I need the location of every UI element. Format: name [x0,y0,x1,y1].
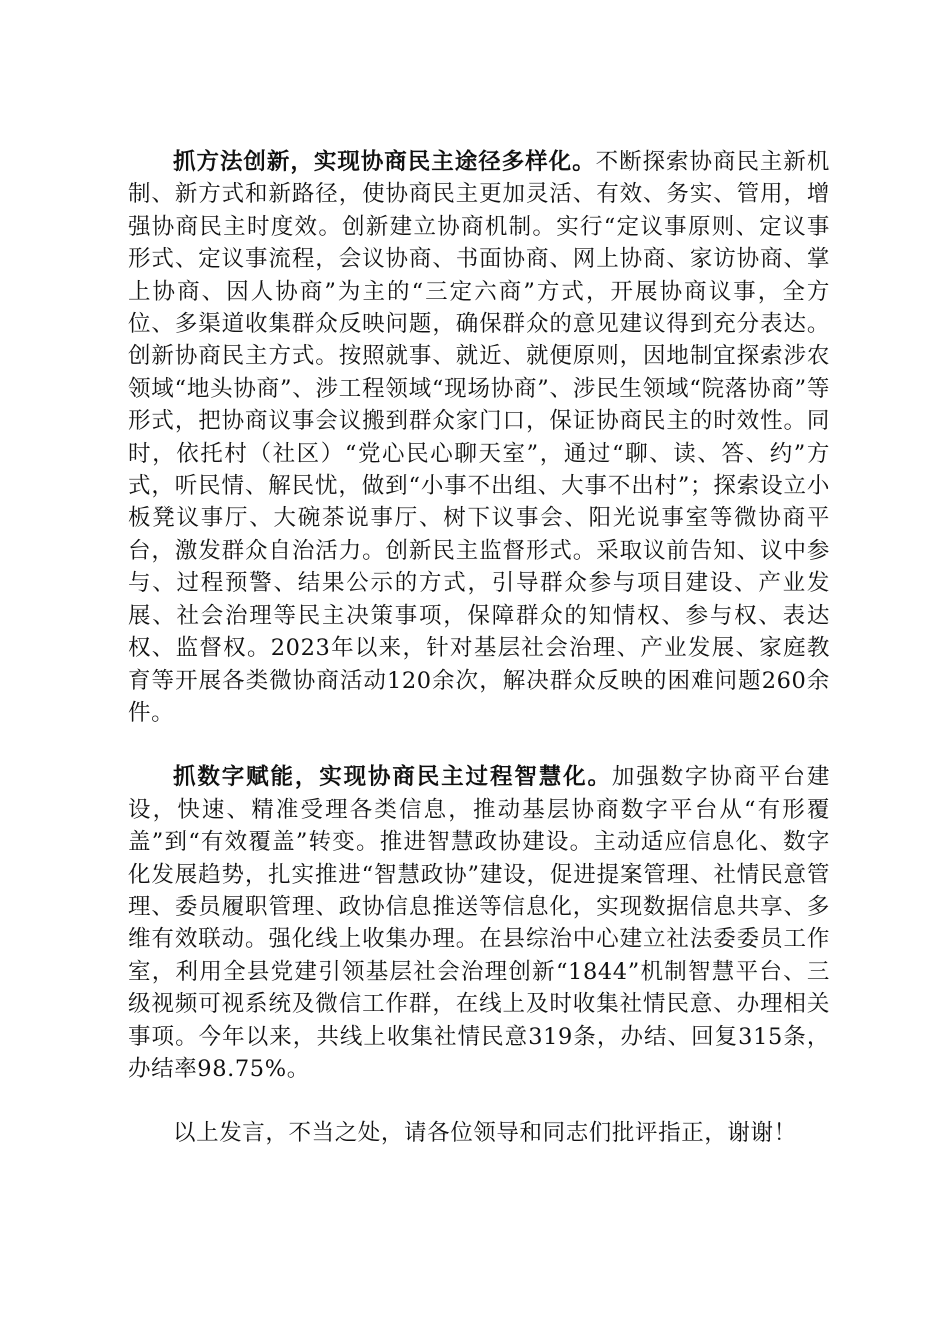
paragraph-method-innovation [128,146,830,729]
paragraph-lead-heading: 抓数字赋能，实现协商民主过程智慧化。 [173,764,612,791]
paragraph-body-text: 以上发言，不当之处，请各位领导和同志们批评指正，谢谢！ [173,1120,797,1147]
paragraph-digital-empowerment [128,761,830,1085]
paragraph-closing-remarks [128,1117,830,1149]
document-page [128,146,830,1150]
paragraph-body-text: 加强数字协商平台建设，快速、精准受理各类信息，推动基层协商数字平台从“有形覆盖”到“有效覆盖”转变。推进智慧政协建设。主动适应信息化、数字化发展趋势，扎实推进“智慧政协”建设，促进提案管理、社情民意管理、委员履职管理、政协信息推送等信息化，实现数据信息共享、多维有效联动。强化线上收集办理。在县综治中心建立社法委委员工作室，利用全县党建引领基层社会治理创新“1844”机制智慧平台、三级视频可视系统及微信工作群，在线上及时收集社情民意、办理相关事项。今年以来，共线上收集社情民意319条，办结、回复315条，办结率98.75%。 [128,764,830,1082]
paragraph-lead-heading: 抓方法创新，实现协商民主途径多样化。 [173,149,596,175]
paragraph-body-text: 不断探索协商民主新机制、新方式和新路径，使协商民主更加灵活、有效、务实、管用，增强协商民主时度效。创新建立协商机制。实行“定议事原则、定议事形式、定议事流程，会议协商、书面协商、网上协商、家访协商、掌上协商、因人协商”为主的“三定六商”方式，开展协商议事，全方位、多渠道收集群众反映问题，确保群众的意见建议得到充分表达。创新协商民主方式。按照就事、就近、就便原则，因地制宜探索涉农领域“地头协商”、涉工程领域“现场协商”、涉民生领域“院落协商”等形式，把协商议事会议搬到群众家门口，保证协商民主的时效性。同时，依托村（社区）“党心民心聊天室”，通过“聊、读、答、约”方式，听民情、解民忧，做到“小事不出组、大事不出村”；探索设立小板凳议事厅、大碗茶说事厅、树下议事会、阳光说事室等微协商平台，激发群众自治活力。创新民主监督形式。采取议前告知、议中参与、过程预警、结果公示的方式，引导群众参与项目建设、产业发展、社会治理等民主决策事项，保障群众的知情权、参与权、表达权、监督权。2023年以来，针对基层社会治理、产业发展、家庭教育等开展各类微协商活动120余次，解决群众反映的困难问题260余件。 [128,149,830,726]
